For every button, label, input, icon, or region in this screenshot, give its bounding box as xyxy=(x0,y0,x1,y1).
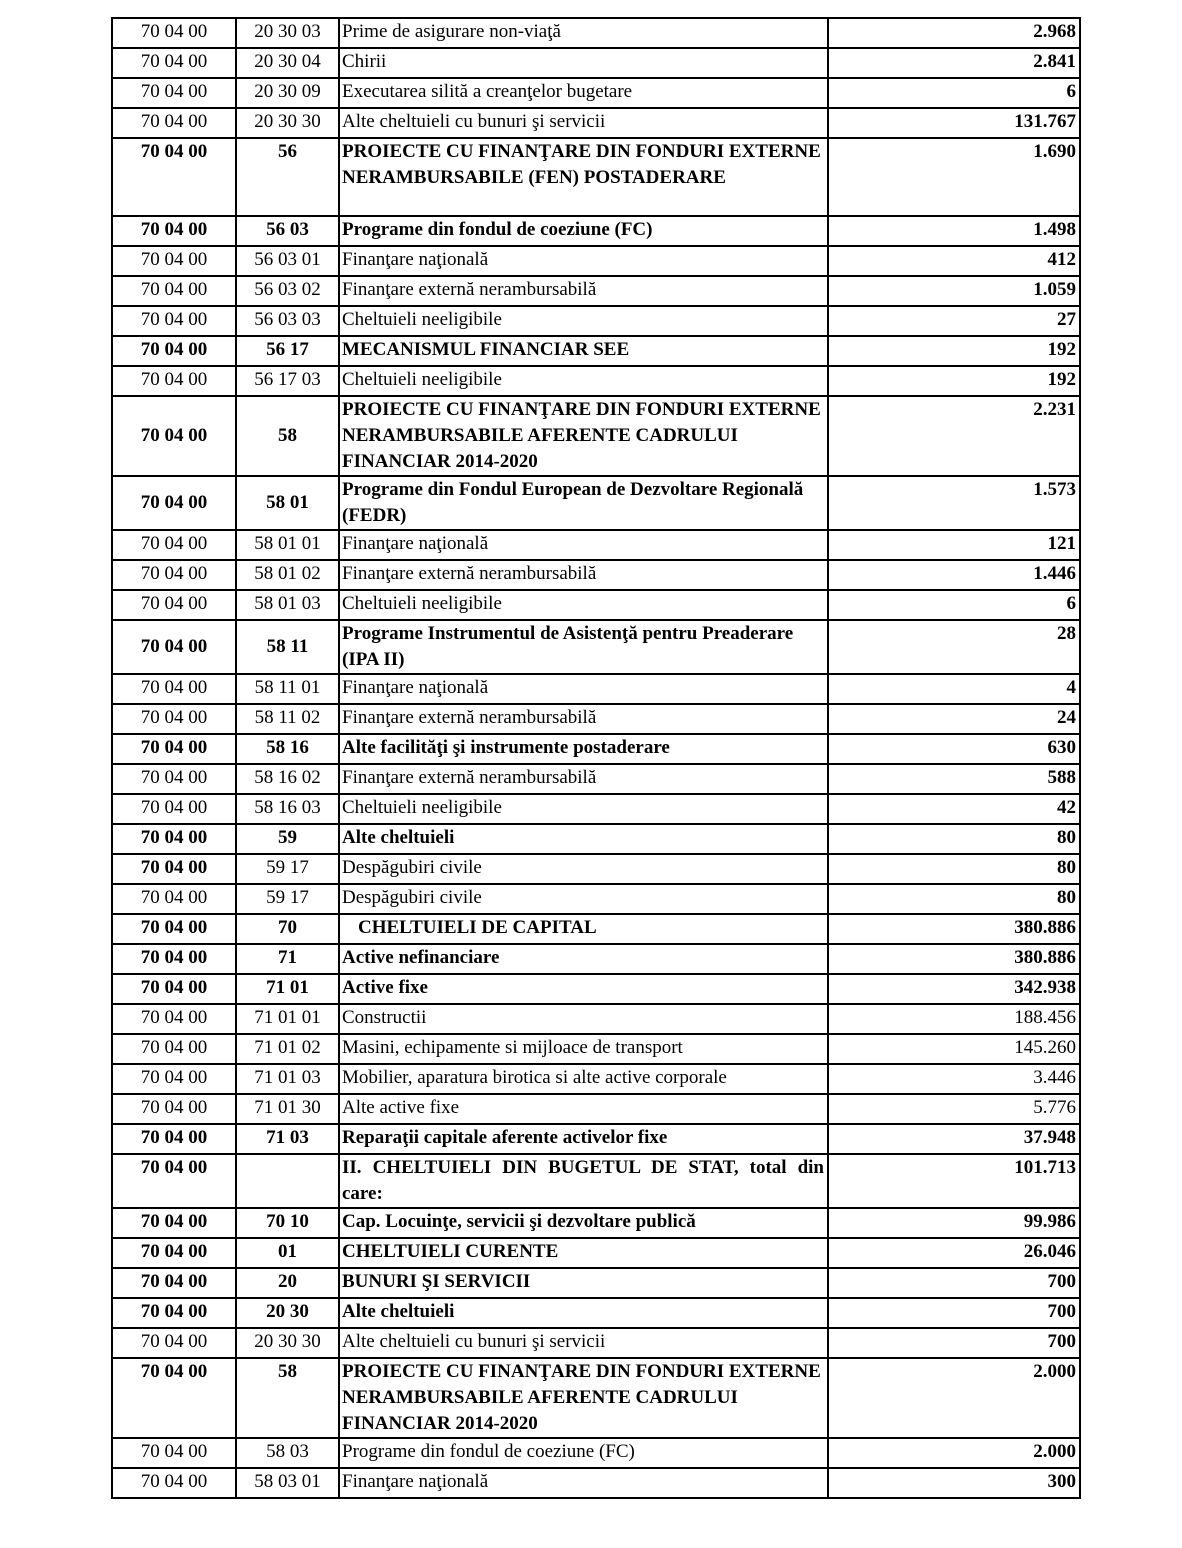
amount-cell: 1.446 xyxy=(828,560,1080,590)
classification-code-cell: 70 04 00 xyxy=(112,620,236,674)
description-cell: Masini, echipamente si mijloace de transport xyxy=(339,1034,828,1064)
budget-code-cell: 56 03 xyxy=(236,216,339,246)
table-row xyxy=(112,764,1080,794)
description-cell: Reparaţii capitale aferente activelor fixe xyxy=(339,1124,828,1154)
budget-code-cell: 58 03 xyxy=(236,1438,339,1468)
description-cell: Programe Instrumentul de Asistenţă pentru Preaderare (IPA II) xyxy=(339,620,828,674)
amount-cell: 2.231 xyxy=(828,396,1080,476)
amount-cell: 630 xyxy=(828,734,1080,764)
table-row xyxy=(112,1358,1080,1438)
classification-code-cell: 70 04 00 xyxy=(112,1124,236,1154)
description-cell: Active fixe xyxy=(339,974,828,1004)
description-cell: Cap. Locuinţe, servicii şi dezvoltare publică xyxy=(339,1208,828,1238)
table-row xyxy=(112,366,1080,396)
description-cell: Despăgubiri civile xyxy=(339,854,828,884)
amount-cell: 1.059 xyxy=(828,276,1080,306)
table-row xyxy=(112,560,1080,590)
classification-code-cell: 70 04 00 xyxy=(112,336,236,366)
classification-code-cell: 70 04 00 xyxy=(112,674,236,704)
table-row xyxy=(112,138,1080,216)
amount-cell: 99.986 xyxy=(828,1208,1080,1238)
table-row xyxy=(112,476,1080,530)
description-cell: Alte active fixe xyxy=(339,1094,828,1124)
table-row xyxy=(112,1004,1080,1034)
description-cell: Prime de asigurare non-viaţă xyxy=(339,18,828,48)
classification-code-cell: 70 04 00 xyxy=(112,590,236,620)
table-row xyxy=(112,1034,1080,1064)
description-cell: PROIECTE CU FINANŢARE DIN FONDURI EXTERNE NERAMBURSABILE AFERENTE CADRULUI FINANCIAR 2014-2020 xyxy=(339,1358,828,1438)
classification-code-cell: 70 04 00 xyxy=(112,734,236,764)
description-cell: Finanţare naţională xyxy=(339,530,828,560)
budget-code-cell: 58 11 01 xyxy=(236,674,339,704)
amount-cell: 27 xyxy=(828,306,1080,336)
amount-cell: 700 xyxy=(828,1268,1080,1298)
budget-code-cell: 56 xyxy=(236,138,339,216)
amount-cell: 342.938 xyxy=(828,974,1080,1004)
table-row xyxy=(112,854,1080,884)
classification-code-cell: 70 04 00 xyxy=(112,1328,236,1358)
description-cell: Finanţare externă nerambursabilă xyxy=(339,704,828,734)
table-row xyxy=(112,1298,1080,1328)
amount-cell: 412 xyxy=(828,246,1080,276)
budget-code-cell: 71 03 xyxy=(236,1124,339,1154)
classification-code-cell: 70 04 00 xyxy=(112,884,236,914)
budget-code-cell: 01 xyxy=(236,1238,339,1268)
classification-code-cell: 70 04 00 xyxy=(112,824,236,854)
budget-code-cell: 56 03 02 xyxy=(236,276,339,306)
amount-cell: 2.841 xyxy=(828,48,1080,78)
table-row xyxy=(112,276,1080,306)
table-row xyxy=(112,1438,1080,1468)
budget-code-cell: 20 30 09 xyxy=(236,78,339,108)
budget-code-cell: 58 16 xyxy=(236,734,339,764)
budget-code-cell: 20 30 xyxy=(236,1298,339,1328)
classification-code-cell: 70 04 00 xyxy=(112,854,236,884)
budget-code-cell: 58 03 01 xyxy=(236,1468,339,1498)
table-row xyxy=(112,1154,1080,1208)
amount-cell: 3.446 xyxy=(828,1064,1080,1094)
classification-code-cell: 70 04 00 xyxy=(112,108,236,138)
budget-code-cell: 58 16 02 xyxy=(236,764,339,794)
amount-cell: 26.046 xyxy=(828,1238,1080,1268)
budget-code-cell: 59 xyxy=(236,824,339,854)
description-cell: Alte cheltuieli cu bunuri şi servicii xyxy=(339,1328,828,1358)
table-row xyxy=(112,306,1080,336)
description-cell: Programe din fondul de coeziune (FC) xyxy=(339,216,828,246)
description-cell: Cheltuieli neeligibile xyxy=(339,306,828,336)
budget-code-cell: 58 11 02 xyxy=(236,704,339,734)
classification-code-cell: 70 04 00 xyxy=(112,1438,236,1468)
classification-code-cell: 70 04 00 xyxy=(112,366,236,396)
budget-code-cell: 56 17 xyxy=(236,336,339,366)
description-cell: Alte facilităţi şi instrumente postaderare xyxy=(339,734,828,764)
description-cell: Cheltuieli neeligibile xyxy=(339,590,828,620)
amount-cell: 28 xyxy=(828,620,1080,674)
budget-table xyxy=(111,17,1081,1499)
amount-cell: 588 xyxy=(828,764,1080,794)
amount-cell: 1.690 xyxy=(828,138,1080,216)
amount-cell: 121 xyxy=(828,530,1080,560)
budget-code-cell: 70 xyxy=(236,914,339,944)
amount-cell: 380.886 xyxy=(828,914,1080,944)
classification-code-cell: 70 04 00 xyxy=(112,1268,236,1298)
budget-code-cell xyxy=(236,1154,339,1208)
classification-code-cell: 70 04 00 xyxy=(112,396,236,476)
amount-cell: 42 xyxy=(828,794,1080,824)
budget-code-cell: 20 xyxy=(236,1268,339,1298)
description-cell: Finanţare naţională xyxy=(339,674,828,704)
budget-table-body xyxy=(112,18,1080,1498)
description-cell: Despăgubiri civile xyxy=(339,884,828,914)
table-row xyxy=(112,18,1080,48)
budget-code-cell: 58 xyxy=(236,396,339,476)
amount-cell: 6 xyxy=(828,78,1080,108)
description-cell: Mobilier, aparatura birotica si alte active corporale xyxy=(339,1064,828,1094)
table-row xyxy=(112,794,1080,824)
table-row xyxy=(112,78,1080,108)
budget-code-cell: 58 01 01 xyxy=(236,530,339,560)
budget-code-cell: 58 01 xyxy=(236,476,339,530)
table-row xyxy=(112,884,1080,914)
amount-cell: 80 xyxy=(828,824,1080,854)
amount-cell: 188.456 xyxy=(828,1004,1080,1034)
budget-code-cell: 58 01 02 xyxy=(236,560,339,590)
budget-code-cell: 70 10 xyxy=(236,1208,339,1238)
description-cell: Chirii xyxy=(339,48,828,78)
budget-code-cell: 71 xyxy=(236,944,339,974)
budget-code-cell: 20 30 30 xyxy=(236,108,339,138)
budget-code-cell: 58 16 03 xyxy=(236,794,339,824)
budget-code-cell: 56 17 03 xyxy=(236,366,339,396)
table-row xyxy=(112,108,1080,138)
budget-code-cell: 20 30 04 xyxy=(236,48,339,78)
description-cell: Constructii xyxy=(339,1004,828,1034)
classification-code-cell: 70 04 00 xyxy=(112,1298,236,1328)
description-cell: Programe din Fondul European de Dezvoltare Regională (FEDR) xyxy=(339,476,828,530)
description-cell: Active nefinanciare xyxy=(339,944,828,974)
budget-code-cell: 56 03 03 xyxy=(236,306,339,336)
budget-code-cell: 71 01 01 xyxy=(236,1004,339,1034)
amount-cell: 5.776 xyxy=(828,1094,1080,1124)
amount-cell: 1.573 xyxy=(828,476,1080,530)
description-cell: Finanţare externă nerambursabilă xyxy=(339,276,828,306)
budget-code-cell: 20 30 03 xyxy=(236,18,339,48)
classification-code-cell: 70 04 00 xyxy=(112,764,236,794)
classification-code-cell: 70 04 00 xyxy=(112,530,236,560)
amount-cell: 80 xyxy=(828,854,1080,884)
amount-cell: 700 xyxy=(828,1328,1080,1358)
table-row xyxy=(112,704,1080,734)
table-row xyxy=(112,396,1080,476)
classification-code-cell: 70 04 00 xyxy=(112,138,236,216)
amount-cell: 2.000 xyxy=(828,1358,1080,1438)
amount-cell: 1.498 xyxy=(828,216,1080,246)
budget-code-cell: 71 01 03 xyxy=(236,1064,339,1094)
classification-code-cell: 70 04 00 xyxy=(112,944,236,974)
classification-code-cell: 70 04 00 xyxy=(112,476,236,530)
amount-cell: 380.886 xyxy=(828,944,1080,974)
amount-cell: 80 xyxy=(828,884,1080,914)
budget-code-cell: 58 11 xyxy=(236,620,339,674)
table-row xyxy=(112,590,1080,620)
classification-code-cell: 70 04 00 xyxy=(112,704,236,734)
classification-code-cell: 70 04 00 xyxy=(112,560,236,590)
table-row xyxy=(112,336,1080,366)
budget-code-cell: 59 17 xyxy=(236,884,339,914)
classification-code-cell: 70 04 00 xyxy=(112,276,236,306)
table-row xyxy=(112,48,1080,78)
description-cell: PROIECTE CU FINANŢARE DIN FONDURI EXTERNE NERAMBURSABILE AFERENTE CADRULUI FINANCIAR 2014-2020 xyxy=(339,396,828,476)
classification-code-cell: 70 04 00 xyxy=(112,1064,236,1094)
table-row xyxy=(112,1208,1080,1238)
budget-code-cell: 71 01 02 xyxy=(236,1034,339,1064)
table-row xyxy=(112,216,1080,246)
amount-cell: 300 xyxy=(828,1468,1080,1498)
table-row xyxy=(112,1468,1080,1498)
classification-code-cell: 70 04 00 xyxy=(112,1004,236,1034)
description-cell: Finanţare externă nerambursabilă xyxy=(339,560,828,590)
amount-cell: 145.260 xyxy=(828,1034,1080,1064)
budget-code-cell: 71 01 30 xyxy=(236,1094,339,1124)
table-row xyxy=(112,944,1080,974)
description-cell: Finanţare naţională xyxy=(339,246,828,276)
classification-code-cell: 70 04 00 xyxy=(112,216,236,246)
description-cell: Cheltuieli neeligibile xyxy=(339,794,828,824)
classification-code-cell: 70 04 00 xyxy=(112,914,236,944)
budget-code-cell: 71 01 xyxy=(236,974,339,1004)
description-cell: Alte cheltuieli xyxy=(339,1298,828,1328)
amount-cell: 6 xyxy=(828,590,1080,620)
budget-code-cell: 58 xyxy=(236,1358,339,1438)
table-row xyxy=(112,734,1080,764)
amount-cell: 2.968 xyxy=(828,18,1080,48)
table-row xyxy=(112,530,1080,560)
description-cell: PROIECTE CU FINANŢARE DIN FONDURI EXTERNE NERAMBURSABILE (FEN) POSTADERARE xyxy=(339,138,828,216)
description-cell: CHELTUIELI CURENTE xyxy=(339,1238,828,1268)
amount-cell: 37.948 xyxy=(828,1124,1080,1154)
description-cell: CHELTUIELI DE CAPITAL xyxy=(339,914,828,944)
amount-cell: 131.767 xyxy=(828,108,1080,138)
classification-code-cell: 70 04 00 xyxy=(112,48,236,78)
budget-code-cell: 56 03 01 xyxy=(236,246,339,276)
table-row xyxy=(112,1328,1080,1358)
classification-code-cell: 70 04 00 xyxy=(112,1468,236,1498)
amount-cell: 24 xyxy=(828,704,1080,734)
table-row xyxy=(112,620,1080,674)
classification-code-cell: 70 04 00 xyxy=(112,1238,236,1268)
amount-cell: 700 xyxy=(828,1298,1080,1328)
description-cell: II. CHELTUIELI DIN BUGETUL DE STAT, total din care: xyxy=(339,1154,828,1208)
description-cell: Alte cheltuieli xyxy=(339,824,828,854)
budget-code-cell: 58 01 03 xyxy=(236,590,339,620)
description-cell: Programe din fondul de coeziune (FC) xyxy=(339,1438,828,1468)
table-row xyxy=(112,1124,1080,1154)
classification-code-cell: 70 04 00 xyxy=(112,246,236,276)
table-row xyxy=(112,824,1080,854)
amount-cell: 192 xyxy=(828,366,1080,396)
budget-code-cell: 20 30 30 xyxy=(236,1328,339,1358)
amount-cell: 192 xyxy=(828,336,1080,366)
description-cell: Cheltuieli neeligibile xyxy=(339,366,828,396)
table-row xyxy=(112,1064,1080,1094)
table-row xyxy=(112,1238,1080,1268)
classification-code-cell: 70 04 00 xyxy=(112,18,236,48)
table-row xyxy=(112,1094,1080,1124)
classification-code-cell: 70 04 00 xyxy=(112,78,236,108)
classification-code-cell: 70 04 00 xyxy=(112,794,236,824)
table-row xyxy=(112,914,1080,944)
description-cell: Finanţare naţională xyxy=(339,1468,828,1498)
classification-code-cell: 70 04 00 xyxy=(112,974,236,1004)
classification-code-cell: 70 04 00 xyxy=(112,1034,236,1064)
budget-code-cell: 59 17 xyxy=(236,854,339,884)
classification-code-cell: 70 04 00 xyxy=(112,306,236,336)
table-row xyxy=(112,246,1080,276)
table-row xyxy=(112,1268,1080,1298)
description-cell: BUNURI ŞI SERVICII xyxy=(339,1268,828,1298)
description-cell: Executarea silită a creanţelor bugetare xyxy=(339,78,828,108)
amount-cell: 101.713 xyxy=(828,1154,1080,1208)
classification-code-cell: 70 04 00 xyxy=(112,1154,236,1208)
description-cell: MECANISMUL FINANCIAR SEE xyxy=(339,336,828,366)
table-row xyxy=(112,674,1080,704)
classification-code-cell: 70 04 00 xyxy=(112,1094,236,1124)
description-cell: Finanţare externă nerambursabilă xyxy=(339,764,828,794)
amount-cell: 4 xyxy=(828,674,1080,704)
classification-code-cell: 70 04 00 xyxy=(112,1358,236,1438)
description-cell: Alte cheltuieli cu bunuri şi servicii xyxy=(339,108,828,138)
classification-code-cell: 70 04 00 xyxy=(112,1208,236,1238)
table-row xyxy=(112,974,1080,1004)
amount-cell: 2.000 xyxy=(828,1438,1080,1468)
